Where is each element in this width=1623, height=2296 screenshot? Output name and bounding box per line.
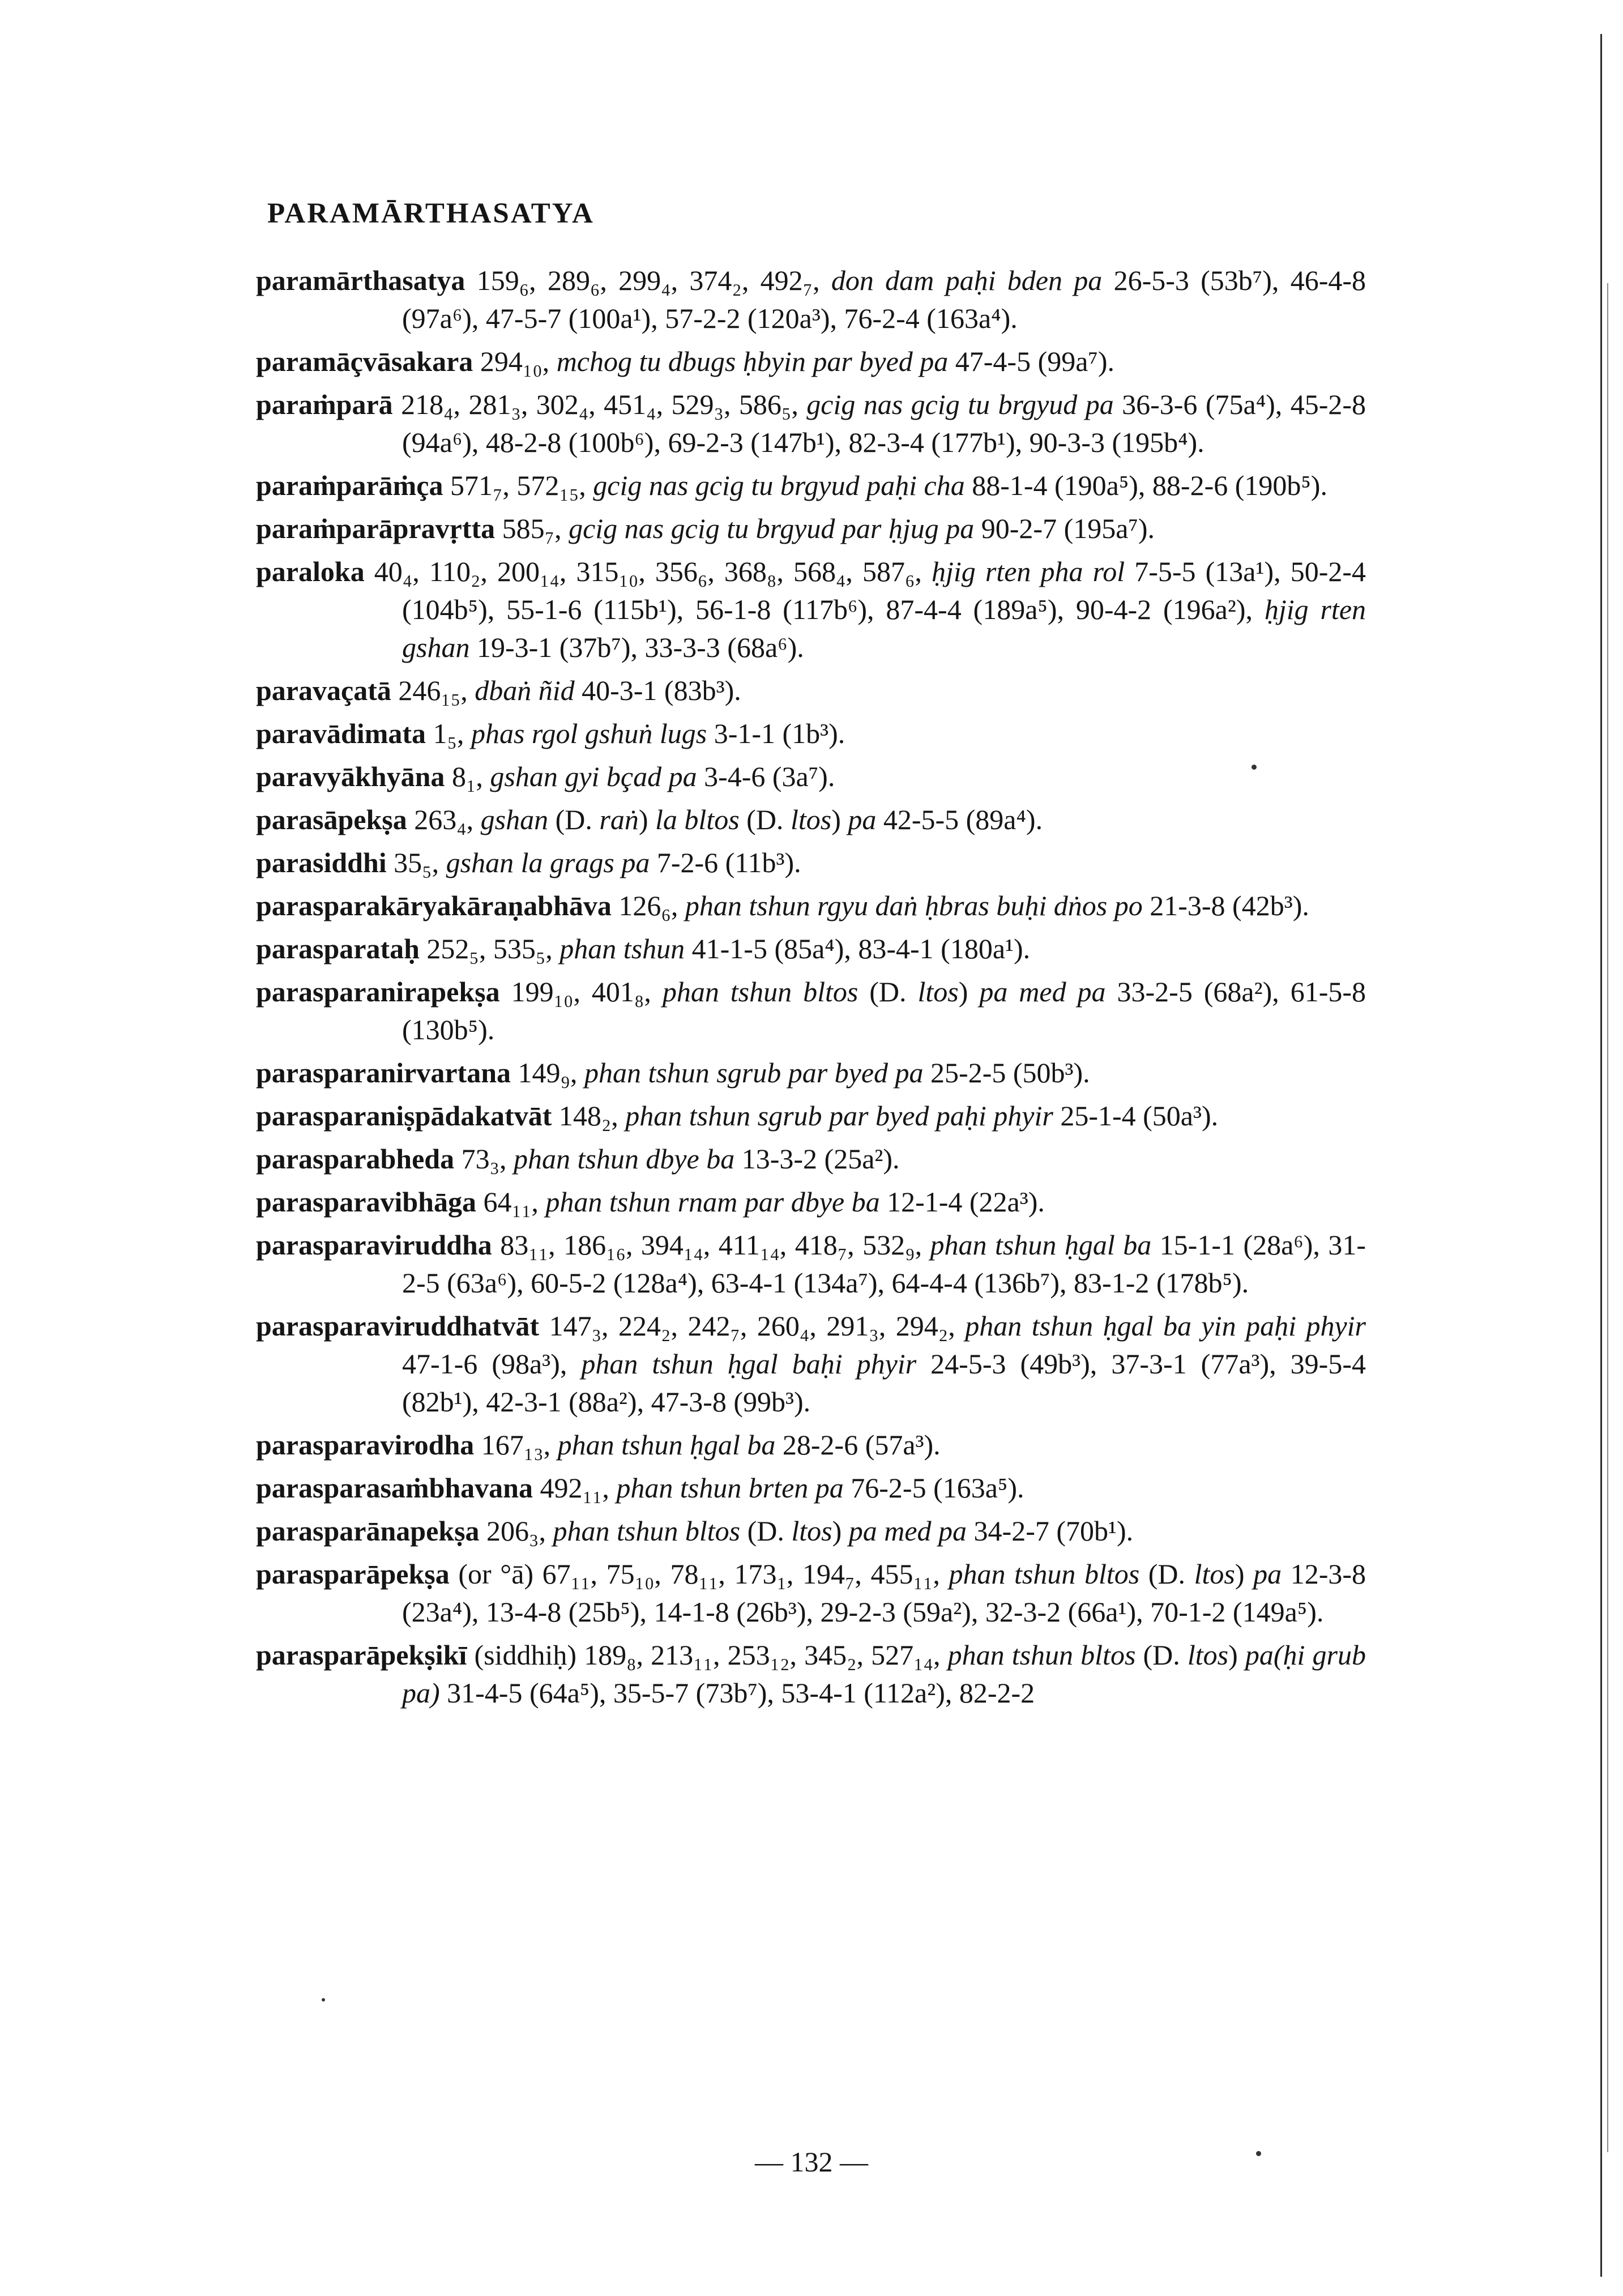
entry-references: (D.: [740, 1515, 792, 1547]
tibetan-equivalent: phan tshun bltos: [553, 1515, 741, 1547]
entry-references: 8₁,: [451, 761, 490, 792]
entry-references: 12-3-8 (23a⁴), 13-4-8 (25b⁵), 14-1-8 (26b³), 29-2-3 (59a²), 32-3-2 (66a¹), 70-1-2 (149a⁵).: [402, 1558, 1366, 1628]
dictionary-entry: [256, 930, 1366, 968]
tibetan-equivalent: gcig nas gcig tu brgyud paḥi cha: [593, 470, 965, 501]
entry-references: 149₉,: [518, 1057, 584, 1089]
entry-references: 148₂,: [558, 1100, 626, 1132]
entry-references: 492₁₁,: [540, 1472, 617, 1504]
entry-references: ): [638, 804, 656, 835]
entry-references: 206₃,: [486, 1515, 553, 1547]
entry-references: 73₃,: [461, 1143, 514, 1175]
tibetan-equivalent: phan tshun sgrub par byed paḥi phyir: [625, 1100, 1053, 1132]
tibetan-equivalent: ḥjig rten pha rol: [932, 556, 1125, 587]
entry-headword: parasparāpekṣa: [256, 1558, 450, 1590]
tibetan-equivalent: ltos: [1187, 1639, 1229, 1671]
entry-headword: parasparabheda: [256, 1143, 455, 1175]
dictionary-entry: [256, 1555, 1366, 1631]
entry-references: 64₁₁,: [483, 1186, 546, 1218]
entry-references: 25-1-4 (50a³).: [1053, 1100, 1219, 1132]
entry-headword: paravaçatā: [256, 675, 391, 706]
entry-references: (D.: [858, 976, 918, 1008]
entry-references: 40-3-1 (83b³).: [574, 675, 741, 706]
dictionary-entry: [256, 553, 1366, 667]
tibetan-equivalent: pa(ḥi grub pa): [402, 1639, 1366, 1709]
entry-references: 34-2-7 (70b¹).: [967, 1515, 1134, 1547]
dictionary-entry: [256, 1307, 1366, 1421]
tibetan-equivalent: gshan: [480, 804, 549, 835]
entry-references: 83₁₁, 186₁₆, 394₁₄, 411₁₄, 418₇, 532₉,: [500, 1229, 930, 1261]
tibetan-equivalent: ltos: [791, 1515, 832, 1547]
tibetan-equivalent: pa med pa: [848, 1515, 967, 1547]
entry-references: 31-4-5 (64a⁵), 35-5-7 (73b⁷), 53-4-1 (112a²), 82-2-2: [439, 1677, 1035, 1709]
tibetan-equivalent: ḥjig rten gshan: [402, 594, 1366, 663]
tibetan-equivalent: phan tshun ḥgal ba: [557, 1429, 776, 1461]
tibetan-equivalent: ltos: [790, 804, 832, 835]
entry-references: (siddhiḥ) 189₈, 213₁₁, 253₁₂, 345₂, 527₁₄,: [474, 1639, 948, 1671]
entry-references: 47-4-5 (99a⁷).: [948, 345, 1114, 377]
tibetan-equivalent: pa: [1253, 1558, 1282, 1590]
entry-references: ): [832, 1515, 849, 1547]
tibetan-equivalent: gcig nas gcig tu brgyud pa: [806, 389, 1114, 420]
entry-headword: parasiddhi: [256, 847, 387, 878]
entry-references: (D.: [548, 804, 600, 835]
entry-headword: parasparataḥ: [256, 933, 420, 965]
entry-references: 90-2-7 (195a⁷).: [974, 513, 1155, 544]
entry-references: 76-2-5 (163a⁵).: [843, 1472, 1024, 1504]
entry-references: 263₄,: [414, 804, 481, 835]
tibetan-equivalent: phan tshun bltos: [947, 1639, 1136, 1671]
tibetan-equivalent: gcig nas gcig tu brgyud par ḥjug pa: [569, 513, 975, 544]
entry-references: ): [1235, 1558, 1254, 1590]
scan-speck: [322, 1998, 325, 2001]
entry-headword: paravādimata: [256, 718, 426, 749]
dictionary-entry: [256, 467, 1366, 505]
dictionary-entry: [256, 973, 1366, 1049]
tibetan-equivalent: phan tshun sgrub par byed pa: [584, 1057, 924, 1089]
entry-references: ): [831, 804, 848, 835]
tibetan-equivalent: gshan gyi bçad pa: [490, 761, 697, 792]
dictionary-entry: [256, 758, 1366, 796]
entry-references: 218₄, 281₃, 302₄, 451₄, 529₃, 586₅,: [401, 389, 807, 420]
scan-edge-line-faint: [1607, 283, 1608, 2152]
entry-references: (D.: [739, 804, 791, 835]
tibetan-equivalent: phan tshun rnam par dbye ba: [545, 1186, 880, 1218]
entry-headword: paramārthasatya: [256, 264, 465, 296]
entry-references: 35₅,: [394, 847, 446, 878]
tibetan-equivalent: mchog tu dbugs ḥbyin par byed pa: [556, 345, 949, 377]
tibetan-equivalent: pa med pa: [979, 976, 1106, 1008]
dictionary-entry: [256, 386, 1366, 462]
entry-references: (D.: [1135, 1639, 1188, 1671]
tibetan-equivalent: phan tshun ḥgal ba yin paḥi phyir: [965, 1310, 1366, 1342]
entry-references: 12-1-4 (22a³).: [879, 1186, 1045, 1218]
entry-references: 3-1-1 (1b³).: [707, 718, 845, 749]
scan-speck: [1256, 2151, 1261, 2156]
tibetan-equivalent: phan tshun rgyu daṅ ḥbras buḥi dṅos po: [685, 890, 1143, 921]
entry-references: 40₄, 110₂, 200₁₄, 315₁₀, 356₆, 368₈, 568₄, 587₆,: [374, 556, 932, 587]
entry-headword: parasparaniṣpādakatvāt: [256, 1100, 552, 1132]
entry-list: [256, 262, 1366, 1717]
dictionary-entry: [256, 1512, 1366, 1550]
dictionary-entry: [256, 715, 1366, 753]
tibetan-equivalent: gshan la grags pa: [446, 847, 650, 878]
tibetan-equivalent: dbaṅ ñid: [475, 675, 575, 706]
dictionary-entry: [256, 1183, 1366, 1221]
tibetan-equivalent: phan tshun ḥgal ba: [930, 1229, 1152, 1261]
dictionary-entry: [256, 1097, 1366, 1135]
entry-headword: paravyākhyāna: [256, 761, 445, 792]
entry-references: ): [958, 976, 980, 1008]
entry-references: 88-1-4 (190a⁵), 88-2-6 (190b⁵).: [964, 470, 1327, 501]
entry-references: 167₁₃,: [481, 1429, 558, 1461]
tibetan-equivalent: phan tshun bltos: [949, 1558, 1140, 1590]
scan-edge-line: [1600, 34, 1602, 2277]
entry-references: 585₇,: [502, 513, 569, 544]
entry-references: 7-5-5 (13a¹), 50-2-4 (104b⁵), 55-1-6 (115b¹), 56-1-8 (117b⁶), 87-4-4 (189a⁵), 90-4-2 (196a²),: [402, 556, 1366, 625]
dictionary-entry: [256, 844, 1366, 882]
tibetan-equivalent: phan tshun: [559, 933, 685, 965]
dictionary-entry: [256, 1140, 1366, 1178]
tibetan-equivalent: la bltos: [655, 804, 740, 835]
entry-headword: parasparānapekṣa: [256, 1515, 480, 1547]
entry-references: 13-3-2 (25a²).: [734, 1143, 900, 1175]
entry-references: (or °ā) 67₁₁, 75₁₀, 78₁₁, 173₁, 194₇, 455₁₁,: [458, 1558, 949, 1590]
entry-references: 24-5-3 (49b³), 37-3-1 (77a³), 39-5-4 (82b¹), 42-3-1 (88a²), 47-3-8 (99b³).: [402, 1348, 1366, 1418]
entry-headword: parasparanirapekṣa: [256, 976, 500, 1008]
tibetan-equivalent: don dam paḥi bden pa: [831, 264, 1103, 296]
entry-references: ): [1228, 1639, 1245, 1671]
entry-references: 252₅, 535₅,: [426, 933, 560, 965]
entry-headword: paraṁparā: [256, 389, 393, 420]
page-header: PARAMĀRTHASATYA: [267, 198, 595, 229]
dictionary-entry: [256, 1426, 1366, 1464]
entry-references: 28-2-6 (57a³).: [775, 1429, 941, 1461]
entry-headword: parasparaviruddhatvāt: [256, 1310, 540, 1342]
page-number: — 132 —: [755, 2146, 868, 2178]
tibetan-equivalent: phan tshun brten pa: [616, 1472, 844, 1504]
dictionary-entry: [256, 672, 1366, 710]
entry-references: 1₅,: [433, 718, 471, 749]
dictionary-entry: [256, 1636, 1366, 1712]
dictionary-entry: [256, 801, 1366, 839]
entry-references: 571₇, 572₁₅,: [450, 470, 593, 501]
entry-headword: parasparaviruddha: [256, 1229, 492, 1261]
entry-references: 26-5-3 (53b⁷), 46-4-8 (97a⁶), 47-5-7 (100a¹), 57-2-2 (120a³), 76-2-4 (163a⁴).: [402, 264, 1366, 334]
tibetan-equivalent: phan tshun dbye ba: [514, 1143, 735, 1175]
entry-references: 33-2-5 (68a²), 61-5-8 (130b⁵).: [402, 976, 1366, 1045]
entry-references: 7-2-6 (11b³).: [650, 847, 801, 878]
entry-references: 19-3-1 (37b⁷), 33-3-3 (68a⁶).: [469, 631, 804, 663]
entry-headword: parasparavibhāga: [256, 1186, 476, 1218]
entry-references: (D.: [1139, 1558, 1194, 1590]
entry-headword: parasparakāryakāraṇabhāva: [256, 890, 612, 921]
entry-headword: parasparasaṁbhavana: [256, 1472, 533, 1504]
dictionary-entry: [256, 1054, 1366, 1092]
tibetan-equivalent: phan tshun bltos: [662, 976, 859, 1008]
entry-headword: parasāpekṣa: [256, 804, 407, 835]
entry-references: 15-1-1 (28a⁶), 31-2-5 (63a⁶), 60-5-2 (128a⁴), 63-4-1 (134a⁷), 64-4-4 (136b⁷), 83-1-2 (178b⁵).: [402, 1229, 1366, 1299]
tibetan-equivalent: pa: [848, 804, 877, 835]
entry-headword: parasparāpekṣikī: [256, 1639, 467, 1671]
entry-references: 25-2-5 (50b³).: [923, 1057, 1090, 1089]
dictionary-entry: [256, 1469, 1366, 1507]
tibetan-equivalent: phan tshun ḥgal baḥi phyir: [581, 1348, 917, 1380]
entry-references: 3-4-6 (3a⁷).: [697, 761, 835, 792]
dictionary-entry: [256, 887, 1366, 925]
tibetan-equivalent: phas rgol gshuṅ lugs: [471, 718, 707, 749]
entry-headword: paraloka: [256, 556, 365, 587]
dictionary-entry: [256, 1226, 1366, 1302]
entry-references: 126₆,: [618, 890, 685, 921]
entry-headword: parasparavirodha: [256, 1429, 475, 1461]
dictionary-entry: [256, 262, 1366, 338]
entry-references: 159₆, 289₆, 299₄, 374₂, 492₇,: [476, 264, 831, 296]
entry-references: 199₁₀, 401₈,: [511, 976, 663, 1008]
dictionary-entry: [256, 510, 1366, 548]
tibetan-equivalent: ltos: [917, 976, 959, 1008]
entry-references: 36-3-6 (75a⁴), 45-2-8 (94a⁶), 48-2-8 (100b⁶), 69-2-3 (147b¹), 82-3-4 (177b¹), 90-3-3 (195b⁴).: [402, 389, 1366, 458]
entry-references: 21-3-8 (42b³).: [1142, 890, 1309, 921]
entry-headword: paramāçvāsakara: [256, 345, 473, 377]
entry-references: 147₃, 224₂, 242₇, 260₄, 291₃, 294₂,: [549, 1310, 966, 1342]
entry-references: 294₁₀,: [480, 345, 557, 377]
tibetan-equivalent: ltos: [1194, 1558, 1235, 1590]
entry-references: 246₁₅,: [398, 675, 475, 706]
tibetan-equivalent: raṅ: [599, 804, 639, 835]
entry-references: 47-1-6 (98a³),: [402, 1348, 582, 1380]
dictionary-entry: [256, 343, 1366, 381]
entry-references: 42-5-5 (89a⁴).: [876, 804, 1043, 835]
entry-headword: parasparanirvartana: [256, 1057, 511, 1089]
entry-headword: paraṁparāpravṛtta: [256, 513, 496, 544]
entry-headword: paraṁparāṁça: [256, 470, 443, 501]
scan-speck: [1252, 765, 1257, 770]
entry-references: 41-1-5 (85a⁴), 83-4-1 (180a¹).: [685, 933, 1031, 965]
